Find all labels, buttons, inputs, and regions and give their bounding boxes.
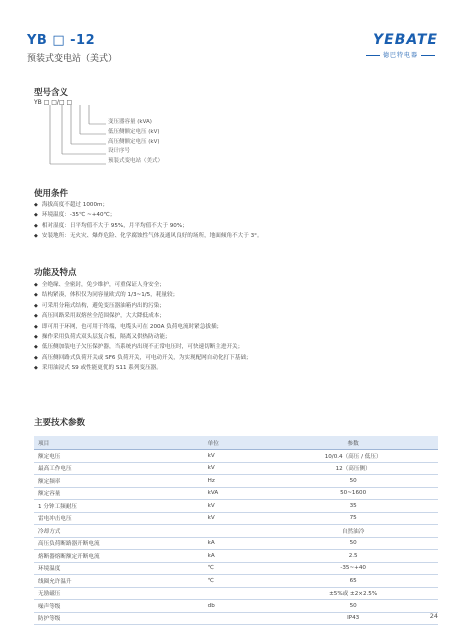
list-item: ◆ 低压侧加装电子欠压保护器，当系统内出现不正常电压时，可快速切断主进开关；	[34, 342, 252, 352]
table-row	[34, 500, 438, 513]
cell-value: 10/0.4（高压 / 低压）	[268, 450, 438, 463]
conditions-heading: 使用条件	[34, 189, 69, 199]
cell-value: 50	[268, 537, 438, 550]
list-item: ◆ 安装地所：无火灾、爆炸危险、化学腐蚀性气体及通风良好的场所，地面倾角不大于 3°。	[34, 231, 263, 241]
brand-sub-text: 德巴特电器	[363, 50, 438, 59]
list-item: ◆ 相对湿度：日平均值不大于 95%，月平均值不大于 90%；	[34, 221, 263, 231]
model-label-hv: 高压侧额定电压 (kV)	[108, 138, 160, 145]
model-label-design: 设计序号	[108, 148, 131, 155]
cell-value: 自然油冷	[268, 525, 438, 538]
cell-unit	[204, 525, 269, 538]
cell-item: 雷电冲击电压	[34, 512, 204, 525]
cell-value: -35~+40	[268, 562, 438, 575]
cell-unit: ℃	[204, 562, 269, 575]
model-label-lv: 低压侧额定电压 (kV)	[108, 128, 160, 135]
cell-item: 1 分钟工频耐压	[34, 500, 204, 513]
table-row	[34, 462, 438, 475]
cell-item: 线圈允许温升	[34, 575, 204, 588]
features-heading: 功能及特点	[34, 268, 77, 278]
model-heading: 型号含义	[34, 88, 69, 98]
list-item: ◆ 采用油浸式 S9 或性能更优的 S11 系列变压器。	[34, 363, 252, 373]
list-item: ◆ 环境温度：-35℃ ~+40℃；	[34, 210, 263, 220]
table-row	[34, 612, 438, 625]
table-row	[34, 487, 438, 500]
table-row	[34, 475, 438, 488]
table-row	[34, 512, 438, 525]
model-label-type: 预装式变电站（美式）	[108, 158, 164, 165]
conditions-list	[34, 200, 263, 242]
cell-value: IP43	[268, 612, 438, 625]
table-row	[34, 450, 438, 463]
brand-logo	[363, 32, 438, 59]
cell-value: 50	[268, 475, 438, 488]
cell-value: 12（高压侧）	[268, 462, 438, 475]
cell-value: 50	[268, 600, 438, 613]
cell-item: 最高工作电压	[34, 462, 204, 475]
list-item: ◆ 全绝缘、全密封，免少维护，可重保证人身安全；	[34, 280, 252, 290]
cell-unit	[204, 612, 269, 625]
cell-value: ±5%或 ±2×2.5%	[268, 587, 438, 600]
list-item: ◆ 高压回路采用双熔丝全范围保护，大大降低成本；	[34, 311, 252, 321]
page-number: 24	[429, 612, 438, 620]
cell-item: 额定电压	[34, 450, 204, 463]
cell-unit: kVA	[204, 487, 269, 500]
cell-unit: kV	[204, 462, 269, 475]
cell-unit: db	[204, 600, 269, 613]
list-item: ◆ 海拔高度不超过 1000m；	[34, 200, 263, 210]
model-label-capacity: 变压器容量 (kVA)	[108, 119, 152, 125]
cell-item: 防护等级	[34, 612, 204, 625]
cell-item: 额定容量	[34, 487, 204, 500]
page-subtitle: 预装式变电站（美式）	[27, 54, 118, 64]
cell-item: 高压负荷断路器开断电流	[34, 537, 204, 550]
cell-unit	[204, 587, 269, 600]
cell-unit: ℃	[204, 575, 269, 588]
column-header-value: 参数	[268, 436, 438, 450]
features-list	[34, 280, 252, 374]
cell-value: 65	[268, 575, 438, 588]
column-header-item: 项目	[34, 436, 204, 450]
list-item: ◆ 高压侧回路式负荷开关或 SF6 负荷开关，可电动开关，为实现配网自动化打下基础；	[34, 353, 252, 363]
cell-unit: kA	[204, 537, 269, 550]
table-row	[34, 550, 438, 563]
list-item: ◆ 可采用分箱式结构，避免变压器油箱内出的污染；	[34, 301, 252, 311]
specs-heading: 主要技术参数	[34, 418, 86, 428]
column-header-unit: 单位	[204, 436, 269, 450]
list-item: ◆ 操作采用负荷式双头层复合板，隔离又供热防动能；	[34, 332, 252, 342]
cell-value: 75	[268, 512, 438, 525]
cell-value: 35	[268, 500, 438, 513]
list-item: ◆ 结构紧凑，体积仅为同容量欧式的 1/3~1/5，耗量较；	[34, 290, 252, 300]
cell-unit: kV	[204, 450, 269, 463]
cell-unit: Hz	[204, 475, 269, 488]
cell-item: 环境温度	[34, 562, 204, 575]
spec-table	[34, 436, 438, 625]
cell-item: 无励磁压	[34, 587, 204, 600]
table-row	[34, 587, 438, 600]
cell-item: 冷却方式	[34, 525, 204, 538]
cell-unit: kV	[204, 500, 269, 513]
cell-unit: kV	[204, 512, 269, 525]
brand-logo-text: YEBATE	[373, 32, 438, 48]
table-row	[34, 525, 438, 538]
list-item: ◆ 即可用于环网，也可用于终端，电缆头可在 200A 负荷电流时紧急拔插；	[34, 322, 252, 332]
table-row	[34, 562, 438, 575]
model-labels	[108, 118, 163, 167]
table-header-row	[34, 436, 438, 450]
table-row	[34, 537, 438, 550]
cell-item: 额定频率	[34, 475, 204, 488]
model-code: YB □ □/□ □	[34, 99, 73, 106]
cell-value: 2.5	[268, 550, 438, 563]
model-bracket-diagram	[34, 103, 114, 167]
table-row	[34, 600, 438, 613]
cell-item: 熔断器熔断额定开断电流	[34, 550, 204, 563]
table-row	[34, 575, 438, 588]
page-title: YB □ -12	[27, 33, 96, 48]
cell-value: 50~1600	[268, 487, 438, 500]
cell-item: 噪声等级	[34, 600, 204, 613]
cell-unit: kA	[204, 550, 269, 563]
